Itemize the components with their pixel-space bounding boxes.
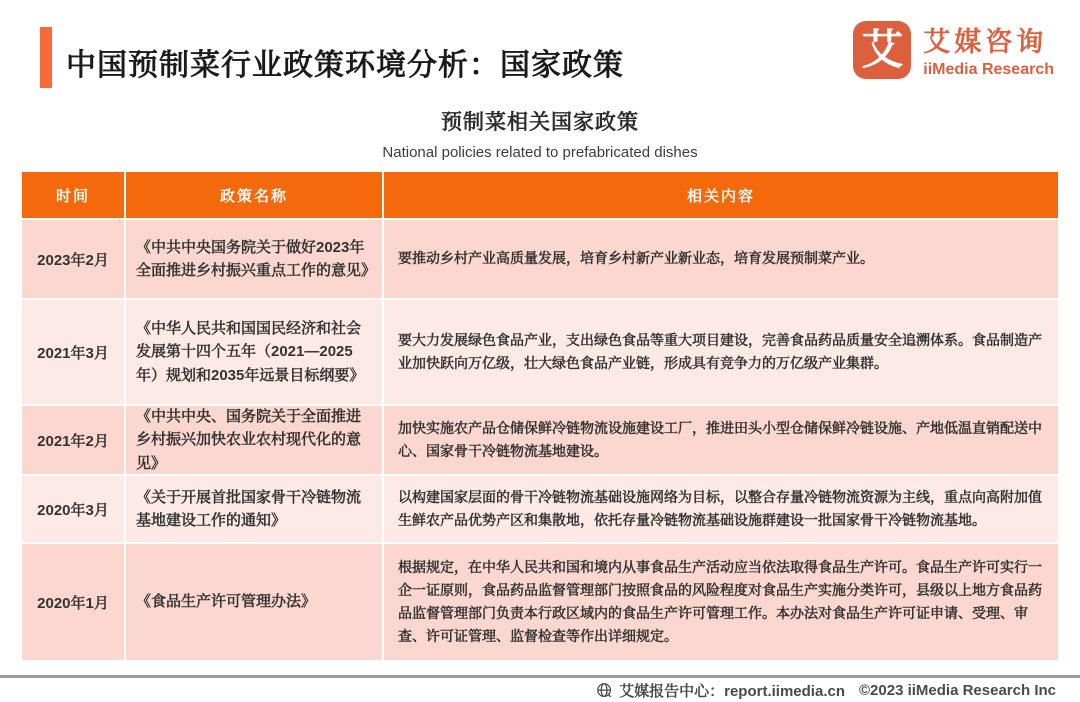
iimedia-logo-icon [853,21,911,79]
page-title: 中国预制菜行业政策环境分析：国家政策 [66,49,624,82]
column-header-policy: 政策名称 [126,172,382,218]
globe-cursor-icon [596,682,614,700]
table-row-4-policy: 《关于开展首批国家骨干冷链物流基地建设工作的通知》 [126,476,382,542]
table-row-3-time: 2021年2月 [22,406,124,474]
table-row-4-time: 2020年3月 [22,476,124,542]
column-header-content: 相关内容 [384,172,1058,218]
table-row-1-policy: 《中共中央国务院关于做好2023年全面推进乡村振兴重点工作的意见》 [126,220,382,298]
table-row-5-policy: 《食品生产许可管理办法》 [126,544,382,660]
footer [596,680,1056,701]
table-row-5-time: 2020年1月 [22,544,124,660]
title-accent-bar [40,27,52,88]
policy-table [22,172,1058,660]
logo-name-cn: 艾媒咨询 [923,27,1048,57]
table-title-en: National policies related to prefabricated dishes [382,144,698,161]
table-row-1-content: 要推动乡村产业高质量发展，培育乡村新产业新业态，培育发展预制菜产业。 [384,220,1058,298]
header [0,0,1080,100]
logo-glyph: 艾 [861,25,904,73]
table-row-2-content: 要大力发展绿色食品产业，支出绿色食品等重大项目建设，完善食品药品质量安全追溯体系。食品制造产业加快跃向万亿级，壮大绿色食品产业链，形成具有竞争力的万亿级产业集群。 [384,300,1058,404]
iimedia-logo [853,20,1054,79]
footer-divider [0,675,1080,678]
table-title-block [0,106,1080,161]
table-row-2-policy: 《中华人民共和国国民经济和社会发展第十四个五年（2021—2025年）规划和2035年远景目标纲要》 [126,300,382,404]
footer-site-label: 艾媒报告中心：report.iimedia.cn [619,683,845,700]
table-row-2-time: 2021年3月 [22,300,124,404]
footer-copyright: ©2023 iiMedia Research Inc [859,682,1056,699]
table-title-cn: 预制菜相关国家政策 [441,111,639,134]
table-row-3-policy: 《中共中央、国务院关于全面推进乡村振兴加快农业农村现代化的意见》 [126,406,382,474]
table-row-4-content: 以构建国家层面的骨干冷链物流基础设施网络为目标，以整合存量冷链物流资源为主线，重点向高附加值生鲜农产品优势产区和集散地，依托存量冷链物流基础设施群建设一批国家骨干冷链物流基地。 [384,476,1058,542]
column-header-time: 时间 [22,172,124,218]
table-row-3-content: 加快实施农产品仓储保鲜冷链物流设施建设工厂，推进田头小型仓储保鲜冷链设施、产地低温直销配送中心、国家骨干冷链物流基地建设。 [384,406,1058,474]
table-row-5-content: 根据规定，在中华人民共和国和境内从事食品生产活动应当依法取得食品生产许可。食品生产许可实行一企一证原则，食品药品监督管理部门按照食品的风险程度对食品生产实施分类许可，县级以上地方食品药品监督管理部门负责本行政区域内的食品生产许可管理工作。本办法对食品生产许可证申请、受理、审查、许可证管理、监督检查等作出详细规定。 [384,544,1058,660]
logo-name-en: iiMedia Research [923,61,1054,78]
logo-text [923,20,1054,79]
table-row-1-time: 2023年2月 [22,220,124,298]
